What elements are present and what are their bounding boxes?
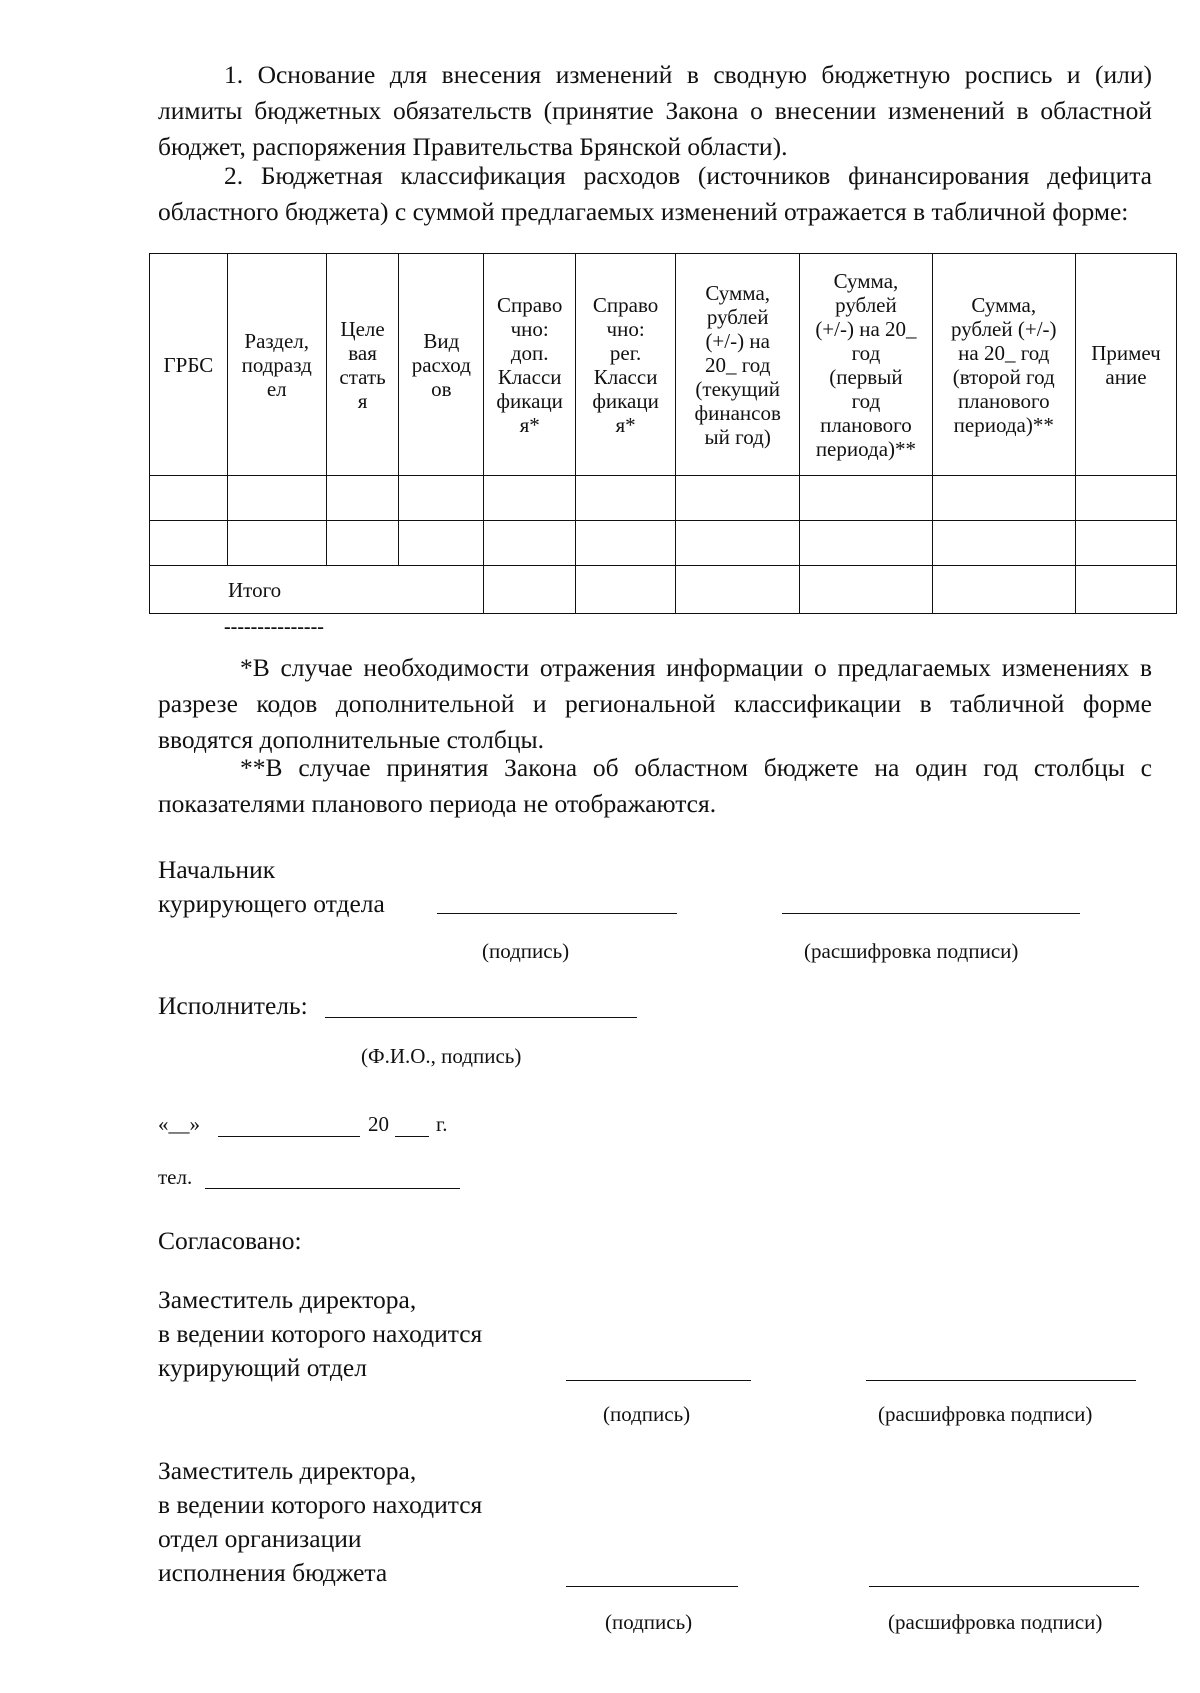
header-section: Раздел, подразд ел [227,254,326,476]
table-cell[interactable] [326,521,399,566]
table-cell[interactable] [676,476,800,521]
table-cell[interactable] [932,476,1075,521]
header-sum-first-planning-year: Сумма, рублей (+/-) на 20_ год (первый год планового периода)** [800,254,932,476]
footnote-planning-period: **В случае принятия Закона об областном бюджете на один год столбцы с показателями планового периода не отображаются. [158,753,1152,818]
head-title-line1: Начальник [158,855,276,884]
table-cell[interactable] [484,521,576,566]
phone-line[interactable] [205,1188,460,1189]
table-cell[interactable] [399,476,484,521]
table-cell[interactable] [150,476,228,521]
header-target-item: Целе вая стать я [326,254,399,476]
header-expense-type: Вид расход ов [399,254,484,476]
budget-changes-table [149,253,1177,614]
table-cell[interactable] [800,476,932,521]
executor-line[interactable] [325,1017,637,1018]
agreed-label: Согласовано: [158,1226,302,1255]
table-header-row [150,254,1177,476]
table-cell[interactable] [484,476,576,521]
table-cell[interactable] [150,521,228,566]
table-cell[interactable] [676,566,800,614]
deputy2-line3: отдел организации [158,1524,362,1553]
phone-label: тел. [158,1165,193,1189]
table-cell[interactable] [399,521,484,566]
head-signature-line[interactable] [437,913,677,914]
header-grbs: ГРБС [150,254,228,476]
paragraph-classification: 2. Бюджетная классификация расходов (источников финансирования дефицита областного бюджета) с суммой предлагаемых изменений отражается в табличной форме: [158,161,1152,226]
table-cell[interactable] [326,476,399,521]
deputy1-decoding-line[interactable] [866,1380,1136,1381]
deputy1-line3: курирующий отдел [158,1353,367,1382]
table-total-row [150,566,1177,614]
head-decoding-caption: (расшифровка подписи) [804,939,1019,963]
table-cell[interactable] [1075,566,1176,614]
deputy2-line1: Заместитель директора, [158,1456,417,1485]
header-note: Примеч ание [1075,254,1176,476]
deputy2-signature-caption: (подпись) [605,1610,693,1634]
footnote-separator: --------------- [224,616,324,638]
deputy2-signature-line[interactable] [566,1586,738,1587]
deputy1-signature-line[interactable] [566,1380,751,1381]
table-cell[interactable] [1075,521,1176,566]
paragraph-basis: 1. Основание для внесения изменений в сводную бюджетную роспись и (или) лимиты бюджетных обязательств (принятие Закона о внесении изменений в областной бюджет, распоряжения Правительства Брянской области). [158,60,1152,161]
date-day: «__» [158,1112,200,1136]
total-label: Итого [150,566,484,614]
footnote-additional-columns: *В случае необходимости отражения информации о предлагаемых изменениях в разрезе кодов дополнительной и региональной классификации в табличной форме вводятся дополнительные столбцы. [158,653,1152,754]
table-cell[interactable] [1075,476,1176,521]
date-year-suffix: г. [436,1112,448,1136]
head-title-line2: курирующего отдела [158,889,385,918]
header-regional-classification: Справо чно: рег. Класси фикаци я* [576,254,676,476]
deputy2-decoding-caption: (расшифровка подписи) [888,1610,1103,1634]
deputy1-line1: Заместитель директора, [158,1285,417,1314]
deputy2-line2: в ведении которого находится [158,1490,483,1519]
table-cell[interactable] [932,521,1075,566]
table-cell[interactable] [484,566,576,614]
deputy2-decoding-line[interactable] [869,1586,1139,1587]
deputy1-signature-caption: (подпись) [603,1402,691,1426]
table-cell[interactable] [800,521,932,566]
deputy1-line2: в ведении которого находится [158,1319,483,1348]
table-cell[interactable] [227,521,326,566]
table-cell[interactable] [227,476,326,521]
deputy2-line4: исполнения бюджета [158,1558,388,1587]
table-row [150,476,1177,521]
executor-label: Исполнитель: [158,991,308,1020]
table-cell[interactable] [676,521,800,566]
date-month-line[interactable] [218,1136,360,1137]
executor-caption: (Ф.И.О., подпись) [361,1044,522,1068]
table-cell[interactable] [576,521,676,566]
header-additional-classification: Справо чно: доп. Класси фикаци я* [484,254,576,476]
table-cell[interactable] [576,566,676,614]
date-year-prefix: 20 [368,1112,389,1136]
head-signature-caption: (подпись) [482,939,570,963]
table-row [150,521,1177,566]
table-cell[interactable] [800,566,932,614]
table-cell[interactable] [576,476,676,521]
date-year-line[interactable] [395,1136,429,1137]
deputy1-decoding-caption: (расшифровка подписи) [878,1402,1093,1426]
head-decoding-line[interactable] [782,913,1080,914]
header-sum-current-year: Сумма, рублей (+/-) на 20_ год (текущий финансов ый год) [676,254,800,476]
table-cell[interactable] [932,566,1075,614]
header-sum-second-planning-year: Сумма, рублей (+/-) на 20_ год (второй год планового периода)** [932,254,1075,476]
